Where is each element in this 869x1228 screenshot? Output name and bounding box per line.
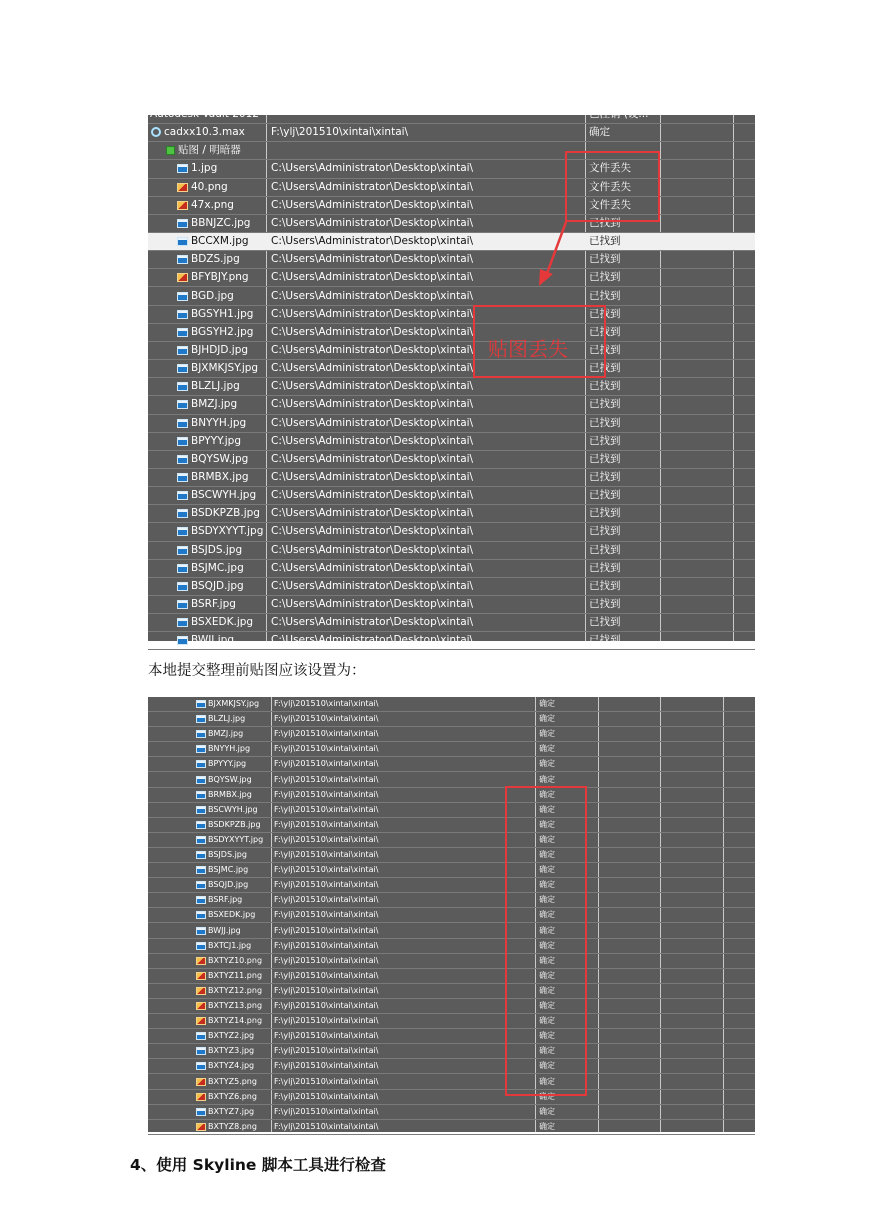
file-path: F:\ylj\201510\xintai\xintai\: [274, 1076, 379, 1086]
table-row[interactable]: [148, 1090, 755, 1105]
file-path: C:\Users\Administrator\Desktop\xintai\: [271, 216, 474, 229]
file-name: BNYYH.jpg: [191, 416, 247, 429]
file-status: 已找到: [589, 561, 621, 574]
file-name: BGSYH1.jpg: [191, 307, 254, 320]
file-path: F:\ylj\201510\xintai\xintai\: [274, 729, 379, 739]
file-status: 确定: [539, 804, 555, 814]
file-name: 1.jpg: [191, 162, 218, 175]
file-path: C:\Users\Administrator\Desktop\xintai\: [271, 362, 474, 375]
file-name: BWJJ.jpg: [191, 634, 234, 647]
file-name: BXTCJ1.jpg: [208, 940, 252, 950]
file-status: 已找到: [589, 253, 621, 266]
file-status: 已找到: [589, 507, 621, 520]
file-status: 已找到: [589, 216, 621, 229]
file-name: BSRF.jpg: [208, 895, 243, 905]
file-path: C:\Users\Administrator\Desktop\xintai\: [271, 452, 474, 465]
table-row[interactable]: [148, 878, 755, 893]
table-row[interactable]: [148, 1044, 755, 1059]
file-status: 已找到: [589, 289, 621, 302]
file-name: BSDYXYYT.jpg: [191, 525, 264, 538]
table-row[interactable]: [148, 848, 755, 863]
table-row[interactable]: [148, 908, 755, 923]
file-status: 确定: [539, 834, 555, 844]
jpg-file-icon: [196, 866, 206, 874]
jpg-file-icon: [196, 1062, 206, 1070]
table-row[interactable]: [148, 999, 755, 1014]
file-name: BXTYZ11.png: [208, 970, 263, 980]
file-name: BXTYZ13.png: [208, 1001, 263, 1010]
table-row[interactable]: [148, 1014, 755, 1029]
annotation-label: 贴图丢失: [488, 337, 568, 361]
caption: 本地提交整理前贴图应该设置为：: [148, 663, 366, 679]
file-status: 已找到: [589, 525, 621, 538]
file-status: 已找到: [589, 307, 621, 320]
file-path: C:\Users\Administrator\Desktop\xintai\: [271, 616, 474, 629]
table-row[interactable]: [148, 969, 755, 984]
file-status: 已找到: [589, 235, 621, 248]
file-path: F:\ylj\201510\xintai\xintai\: [274, 985, 379, 995]
file-status: 文件丢失: [589, 198, 631, 211]
file-path: C:\Users\Administrator\Desktop\xintai\: [271, 489, 474, 502]
file-status: 确定: [539, 699, 555, 708]
file-status: 确定: [539, 1091, 555, 1101]
file-name: BLZLJ.jpg: [208, 714, 246, 724]
table-row[interactable]: [148, 984, 755, 999]
file-name: BSJDS.jpg: [191, 543, 243, 556]
file-path: F:\ylj\201510\xintai\xintai\: [274, 940, 379, 950]
table-row[interactable]: [148, 893, 755, 908]
file-path: F:\ylj\201510\xintai\xintai\: [274, 699, 379, 708]
png-file-icon: [196, 1123, 206, 1131]
jpg-file-icon: [196, 745, 206, 753]
file-name: BXTYZ10.png: [208, 955, 263, 965]
file-path: C:\Users\Administrator\Desktop\xintai\: [271, 180, 474, 193]
file-status: 确定: [539, 1016, 555, 1026]
file-name: BGSYH2.jpg: [191, 325, 254, 338]
file-status: 确定: [539, 970, 555, 980]
file-path: C:\Users\Administrator\Desktop\xintai\: [271, 289, 474, 302]
file-name: 47x.png: [191, 198, 234, 211]
table-row[interactable]: [148, 773, 755, 788]
file-path: F:\ylj\201510\xintai\xintai\: [274, 834, 379, 844]
file-status: 确定: [539, 910, 555, 920]
file-name: BXTYZ7.jpg: [208, 1106, 255, 1116]
section-heading: 4、使用 Skyline 脚本工具进行检查: [130, 1156, 386, 1174]
jpg-file-icon: [196, 1047, 206, 1055]
file-status: 文件丢失: [589, 162, 631, 175]
file-path: C:\Users\Administrator\Desktop\xintai\: [271, 307, 474, 320]
file-status: 文件丢失: [589, 180, 631, 193]
file-name: BXTYZ14.png: [208, 1016, 263, 1026]
file-path: C:\Users\Administrator\Desktop\xintai\: [271, 253, 474, 266]
jpg-file-icon: [196, 1108, 206, 1116]
file-name: BSQJD.jpg: [191, 579, 244, 592]
table-row[interactable]: [148, 712, 755, 727]
file-name: BSJMC.jpg: [191, 561, 244, 574]
file-name: BXTYZ5.png: [208, 1076, 257, 1086]
file-status: 确定: [539, 1046, 555, 1056]
table-row[interactable]: [148, 1029, 755, 1044]
table-row[interactable]: [148, 803, 755, 818]
jpg-file-icon: [196, 942, 206, 950]
png-file-icon: [196, 1017, 206, 1025]
file-status: 已找到: [589, 543, 621, 556]
jpg-file-icon: [196, 911, 206, 919]
file-path: C:\Users\Administrator\Desktop\xintai\: [271, 325, 474, 338]
file-status: 已找到: [589, 362, 621, 375]
jpg-file-icon: [196, 836, 206, 844]
file-name: BPYYY.jpg: [191, 434, 242, 447]
file-status: 已找到: [589, 471, 621, 483]
jpg-file-icon: [196, 760, 206, 768]
png-file-icon: [196, 1093, 206, 1101]
file-path: F:\ylj\201510\xintai\xintai\: [274, 970, 379, 980]
file-name: BRMBX.jpg: [191, 471, 249, 483]
file-status: 确定: [539, 759, 555, 769]
jpg-file-icon: [196, 821, 206, 829]
asset-tracking-screenshot-2: [148, 697, 755, 1132]
file-path: C:\Users\Administrator\Desktop\xintai\: [271, 235, 474, 248]
file-path: F:\ylj\201510\xintai\xintai\: [274, 895, 379, 905]
file-path: F:\ylj\201510\xintai\xintai\: [274, 850, 379, 859]
png-file-icon: [196, 1078, 206, 1086]
file-status: 确定: [539, 940, 555, 950]
file-path: F:\ylj\201510\xintai\xintai\: [274, 1016, 379, 1026]
table-row[interactable]: [148, 1075, 755, 1090]
file-path: C:\Users\Administrator\Desktop\xintai\: [271, 398, 474, 411]
file-name: cadxx10.3.max: [164, 126, 245, 139]
file-path: F:\ylj\201510\xintai\xintai\: [274, 1031, 379, 1041]
png-file-icon: [196, 987, 206, 995]
file-status: 确定: [539, 744, 555, 754]
file-path: F:\ylj\201510\xintai\xintai\: [274, 774, 379, 784]
file-path: C:\Users\Administrator\Desktop\xintai\: [271, 434, 474, 447]
file-status: 确定: [539, 714, 555, 724]
jpg-file-icon: [196, 806, 206, 814]
table-row[interactable]: [148, 833, 755, 848]
file-status: 已找到: [589, 380, 621, 393]
file-status: 确定: [539, 1106, 555, 1116]
jpg-file-icon: [196, 700, 206, 708]
file-path: F:\ylj\201510\xintai\xintai\: [274, 759, 379, 769]
file-path: F:\ylj\201510\xintai\xintai\: [274, 955, 379, 965]
table-row[interactable]: [148, 863, 755, 878]
file-status: 已找到: [589, 634, 621, 647]
jpg-file-icon: [196, 896, 206, 904]
file-status: 已找到: [589, 616, 621, 629]
file-status: 确定: [539, 895, 555, 905]
file-status: 确定: [539, 1121, 555, 1131]
png-file-icon: [196, 957, 206, 965]
file-name: BXTYZ6.png: [208, 1091, 257, 1101]
table-row[interactable]: [148, 727, 755, 742]
file-path: F:\ylj\201510\xintai\xintai\: [274, 910, 379, 920]
file-status: 已找到: [589, 271, 621, 284]
file-name: BJHDJD.jpg: [191, 343, 249, 356]
file-name: BMZJ.jpg: [191, 398, 238, 411]
file-path: C:\Users\Administrator\Desktop\xintai\: [271, 198, 474, 211]
file-name: BSDKPZB.jpg: [191, 507, 260, 520]
file-path: F:\ylj\201510\xintai\xintai\: [274, 819, 379, 829]
file-name: BJXMKJSY.jpg: [208, 699, 260, 708]
file-path: C:\Users\Administrator\Desktop\xintai\: [271, 561, 474, 574]
file-status: 确定: [539, 955, 555, 965]
file-path: C:\Users\Administrator\Desktop\xintai\: [271, 162, 474, 175]
file-name: BLZLJ.jpg: [191, 380, 240, 393]
file-name: BSQJD.jpg: [208, 880, 249, 890]
file-status: 确定: [539, 985, 555, 995]
table-row[interactable]: [148, 924, 755, 939]
file-path: C:\Users\Administrator\Desktop\xintai\: [271, 271, 474, 284]
file-status: 已找到: [589, 434, 621, 447]
file-status: 已找到: [589, 452, 621, 465]
file-status: 确定: [539, 774, 555, 784]
file-status: 已找到: [589, 325, 621, 338]
file-status: 确定: [539, 729, 555, 739]
file-path: C:\Users\Administrator\Desktop\xintai\: [271, 380, 474, 393]
png-file-icon: [196, 972, 206, 980]
table-row[interactable]: [148, 818, 755, 833]
jpg-file-icon: [196, 776, 206, 784]
status-highlight: [505, 786, 587, 1096]
file-name: BSXEDK.jpg: [208, 910, 256, 920]
file-name: BRMBX.jpg: [208, 789, 252, 799]
file-path: F:\ylj\201510\xintai\xintai\: [274, 1061, 379, 1071]
file-name: BSDYXYYT.jpg: [208, 834, 264, 844]
file-path: F:\ylj\201510\xintai\xintai\: [274, 925, 379, 935]
file-status: 已找到: [589, 579, 621, 592]
file-status: 确定: [539, 1076, 555, 1086]
file-status: 确定: [539, 925, 555, 935]
file-status: 确定: [539, 1061, 555, 1071]
file-status: 已找到: [589, 416, 621, 429]
group-name: 贴图 / 明暗器: [178, 144, 241, 157]
table-row[interactable]: [148, 742, 755, 757]
file-path: C:\Users\Administrator\Desktop\xintai\: [271, 598, 474, 611]
file-status: 确定: [539, 1001, 555, 1010]
file-path: F:\ylj\201510\xintai\xintai\: [274, 714, 379, 724]
jpg-file-icon: [196, 881, 206, 889]
file-name: BXTYZ2.jpg: [208, 1031, 255, 1041]
file-path: C:\Users\Administrator\Desktop\xintai\: [271, 416, 474, 429]
file-name: BSCWYH.jpg: [191, 489, 257, 502]
jpg-file-icon: [196, 927, 206, 935]
file-name: BGD.jpg: [191, 289, 234, 302]
file-path: F:\ylj\201510\xintai\xintai\: [274, 804, 379, 814]
file-path: F:\ylj\201510\xintai\xintai\: [274, 880, 379, 890]
jpg-file-icon: [196, 715, 206, 723]
table-row[interactable]: [148, 939, 755, 954]
file-name: BMZJ.jpg: [208, 729, 244, 739]
file-path: F:\ylj\201510\xintai\xintai\: [274, 1091, 379, 1101]
png-file-icon: [196, 1002, 206, 1010]
jpg-file-icon: [196, 730, 206, 738]
file-path: C:\Users\Administrator\Desktop\xintai\: [271, 343, 474, 356]
file-status: 已注销 (设...: [589, 108, 649, 120]
table-row[interactable]: [148, 788, 755, 803]
jpg-file-icon: [196, 851, 206, 859]
file-name: BSRF.jpg: [191, 598, 236, 611]
file-path: F:\ylj\201510\xintai\xintai\: [274, 1046, 379, 1056]
file-status: 确定: [539, 865, 555, 875]
file-path: F:\ylj\201510\xintai\xintai\: [274, 1001, 379, 1010]
file-status: 确定: [539, 1031, 555, 1041]
table-row[interactable]: [148, 757, 755, 772]
file-name: BXTYZ3.jpg: [208, 1046, 255, 1056]
file-path: F:\ylj\201510\xintai\xintai\: [274, 865, 379, 875]
file-name: BBNJZC.jpg: [191, 216, 251, 229]
file-name: Autodesk Vault 2012: [150, 108, 259, 120]
file-name: BPYYY.jpg: [208, 759, 247, 769]
file-path: F:\ylj\201510\xintai\xintai\: [274, 789, 379, 799]
file-name: BFYBJY.png: [191, 271, 249, 284]
table-row[interactable]: [148, 697, 755, 712]
file-status: 已找到: [589, 598, 621, 611]
file-name: BJXMKJSY.jpg: [191, 362, 259, 375]
file-path: C:\Users\Administrator\Desktop\xintai\: [271, 507, 474, 520]
file-name: BNYYH.jpg: [208, 744, 251, 754]
table-row[interactable]: [148, 1059, 755, 1074]
annotation-arrow: [148, 115, 755, 641]
file-name: 40.png: [191, 180, 228, 193]
asset-tracking-screenshot-1: [148, 108, 755, 647]
file-name: BDZS.jpg: [191, 253, 240, 266]
file-name: BSXEDK.jpg: [191, 616, 254, 629]
file-path: F:\ylj\201510\xintai\xintai\: [274, 744, 379, 754]
file-name: BSJDS.jpg: [208, 850, 247, 859]
file-status: 已找到: [589, 343, 621, 356]
file-status: 确定: [539, 880, 555, 890]
file-path: C:\Users\Administrator\Desktop\xintai\: [271, 543, 474, 556]
file-name: BQYSW.jpg: [191, 452, 249, 465]
file-name: BXTYZ4.jpg: [208, 1061, 255, 1071]
file-name: BCCXM.jpg: [191, 235, 249, 248]
jpg-file-icon: [196, 791, 206, 799]
file-path: F:\ylj\201510\xintai\xintai\: [271, 126, 409, 139]
table-row[interactable]: [148, 954, 755, 969]
file-status: 确定: [539, 789, 555, 799]
file-status: 已找到: [589, 398, 621, 411]
file-status: 已找到: [589, 489, 621, 502]
file-status: 确定: [539, 819, 555, 829]
file-name: BSCWYH.jpg: [208, 804, 258, 814]
file-path: C:\Users\Administrator\Desktop\xintai\: [271, 634, 474, 647]
table-row[interactable]: [148, 1120, 755, 1135]
file-path: C:\Users\Administrator\Desktop\xintai\: [271, 579, 474, 592]
file-name: BWJJ.jpg: [208, 925, 241, 935]
file-name: BSDKPZB.jpg: [208, 819, 261, 829]
file-name: BXTYZ12.png: [208, 985, 263, 995]
jpg-file-icon: [196, 1032, 206, 1040]
file-path: F:\ylj\201510\xintai\xintai\: [274, 1121, 379, 1131]
file-path: F:\ylj\201510\xintai\xintai\: [274, 1106, 379, 1116]
table-row[interactable]: [148, 1105, 755, 1120]
file-status: 确定: [539, 850, 555, 859]
file-name: BQYSW.jpg: [208, 774, 252, 784]
file-name: BSJMC.jpg: [208, 865, 249, 875]
file-path: C:\Users\Administrator\Desktop\xintai\: [271, 471, 474, 483]
file-path: C:\Users\Administrator\Desktop\xintai\: [271, 525, 474, 538]
file-status: 确定: [589, 126, 610, 139]
file-name: BXTYZ8.png: [208, 1121, 257, 1131]
